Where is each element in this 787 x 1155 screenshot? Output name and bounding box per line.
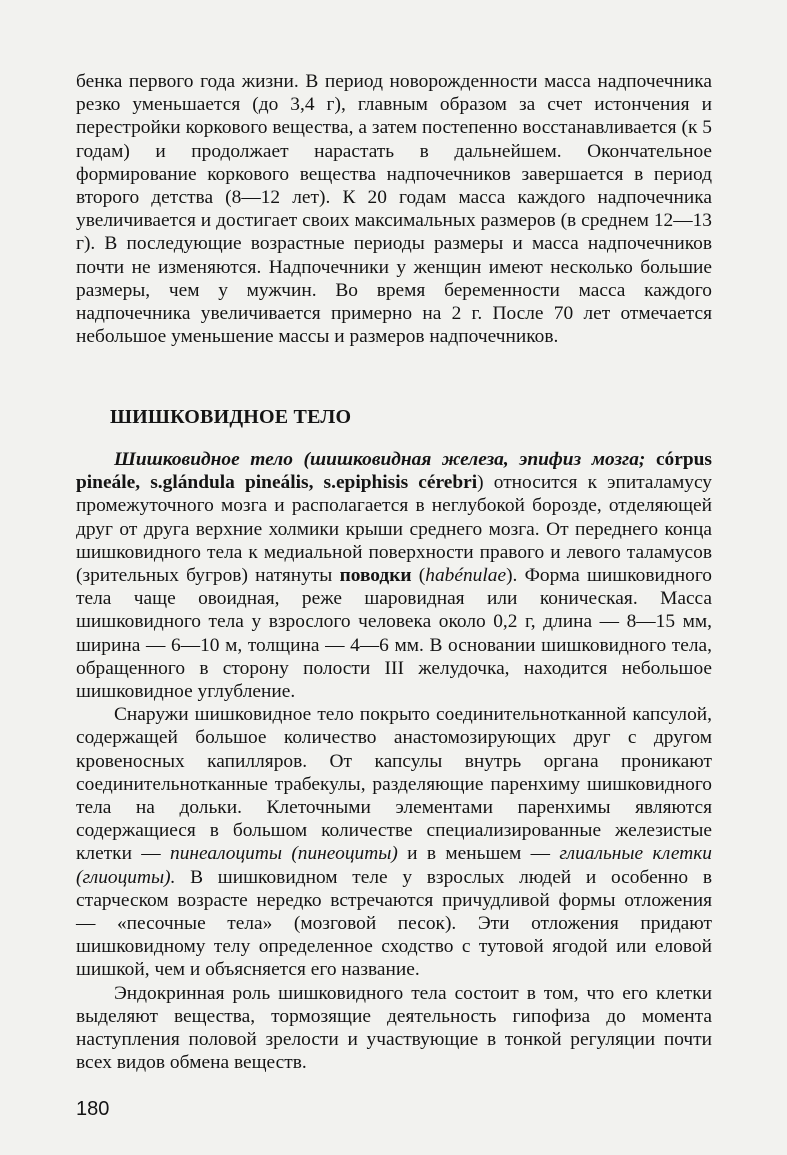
- page-number: 180: [76, 1098, 110, 1120]
- paragraph-text: (: [411, 565, 426, 587]
- latin-terms: córpus pineále, s.glándula pineális, s.epiphisis cérebri: [76, 449, 712, 494]
- paragraph-text: Снаружи шишковидное тело покрыто соединительнотканной капсулой, содержащей большое количество анастомозирующих друг с другом кровеносных капилляров. От капсулы внутрь органа проникают соединительнотканные трабекулы, разделяющие паренхиму шишковидного тела на дольки. Клеточными элементами паренхимы являются содержащиеся в большом количестве специализированные железистые клетки —: [76, 704, 712, 865]
- intro-paragraph: бенка первого года жизни. В период новорожденности масса надпочечника резко уменьшается (до 3,4 г), главным образом за счет истончения и перестройки коркового вещества, а затем постепенно восстанавливается (к 5 годам) и продолжает нарастать в дальнейшем. Окончательное формирование коркового вещества надпочечников завершается в период второго детства (8—12 лет). К 20 годам масса каждого надпочечника увеличивается и достигает своих максимальных размеров (в среднем 12—13 г). В последующие возрастные периоды размеры и масса надпочечников почти не изменяются. Надпочечники у женщин имеют несколько большие размеры, чем у мужчин. Во время беременности масса каждого надпочечника увеличивается примерно на 2 г. После 70 лет отмечается небольшое уменьшение массы и размеров надпочечников.: [76, 71, 712, 348]
- paragraph-text: ). Форма шишковидного тела чаще овоидная, реже шаровидная или коническая. Масса шишковидного тела у взрослого человека около 0,2 г, длина — 8—15 мм, ширина — 6—10 м, толщина — 4—6 мм. В основании шишковидного тела, обращенного в сторону полости III желудочка, находится небольшое шишковидное углубление.: [76, 565, 713, 703]
- term-pinealocytes: пинеалоциты (пинеоциты): [170, 843, 398, 865]
- term-heading: Шишковидное тело (шишковидная железа, эпифиз мозга;: [114, 449, 646, 470]
- paragraph-text: и в меньшем —: [397, 843, 560, 865]
- term-gliocytes: глиальные клетки (глиоциты).: [76, 843, 712, 888]
- section-body: [76, 448, 712, 1074]
- latin-habenulae: habénulae: [425, 565, 507, 587]
- section-title: ШИШКОВИДНОЕ ТЕЛО: [110, 406, 352, 428]
- paragraph-text: В шишковидном теле у взрослых людей и особенно в старческом возрасте нередко встречаются причудливой формы отложения — «песочные тела» (мозговой песок). Эти отложения придают шишковидному телу определенное сходство с тутовой ягодой или еловой шишкой, чем и объясняется его название.: [76, 866, 712, 981]
- pineal-function-paragraph: Эндокринная роль шишковидного тела состоит в том, что его клетки выделяют вещества, тормозящие деятельность гипофиза до момента наступления половой зрелости и участвующие в тонкой регуляции почти всех видов обмена веществ.: [76, 982, 712, 1074]
- term-habenulae: поводки: [339, 565, 412, 587]
- pineal-structure-paragraph: [76, 703, 712, 981]
- paragraph-text: ) относится к эпиталамусу промежуточного мозга и располагается в неглубокой борозде, отделяющей друг от друга верхние холмики крыши среднего мозга. От переднего конца шишковидного тела к медиальной поверхности правого и левого таламусов (зрительных бугров) натянуты: [76, 472, 713, 587]
- pineal-definition-paragraph: [76, 448, 712, 703]
